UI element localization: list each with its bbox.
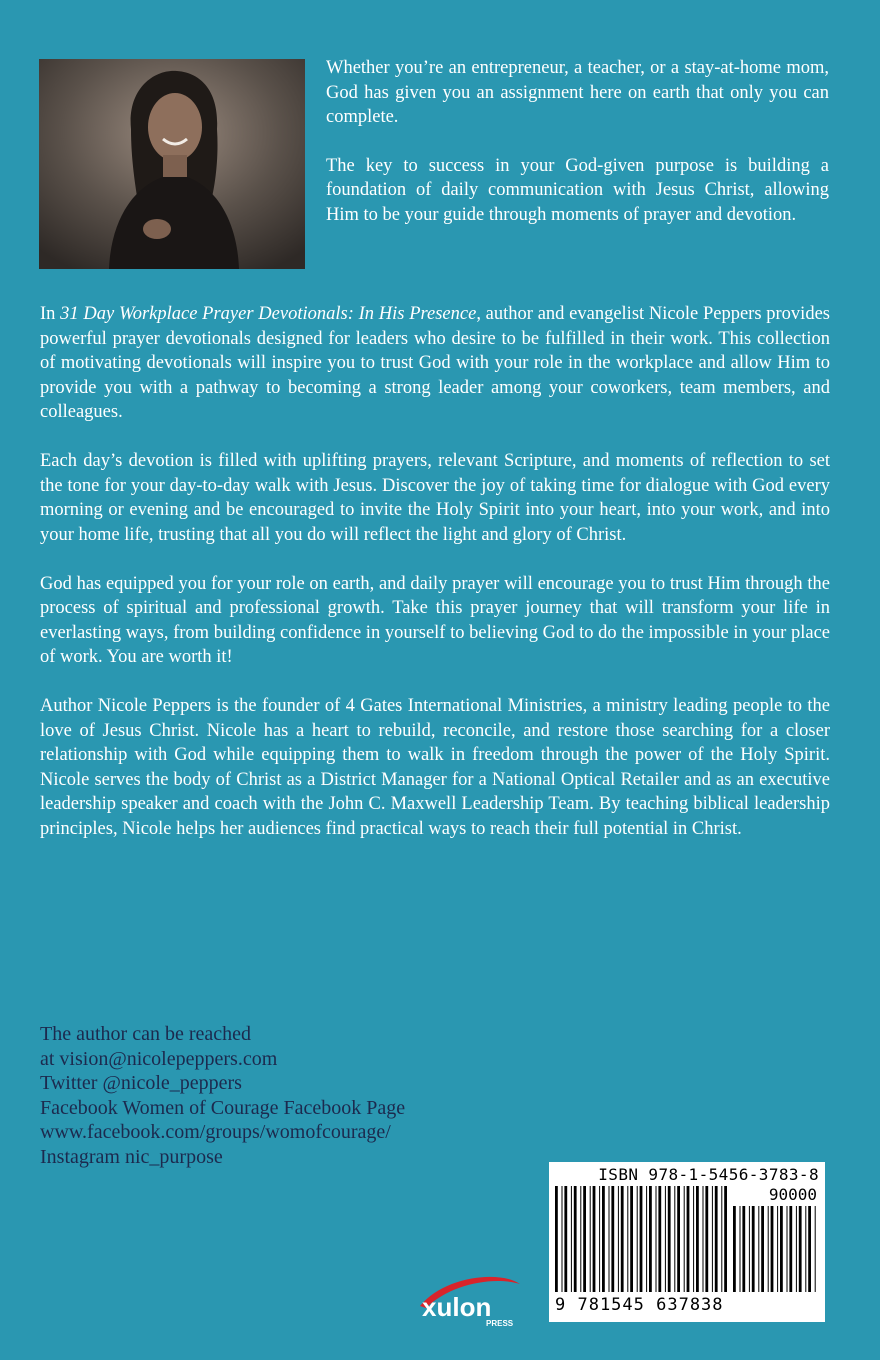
barcode-bar: [787, 1206, 788, 1292]
barcode-bar: [721, 1186, 722, 1292]
barcode-bar: [733, 1206, 736, 1292]
barcode-digits: 9 781545 637838: [555, 1295, 724, 1315]
contact-instagram: Instagram nic_purpose: [40, 1145, 223, 1168]
barcode-bar: [768, 1206, 769, 1292]
barcode-bar: [777, 1206, 778, 1292]
price-barcode-bars: [733, 1206, 817, 1292]
barcode-bar: [640, 1186, 643, 1292]
price-code: 90000: [768, 1185, 817, 1204]
intro-paragraph-2: The key to success in your God-given purpose is building a foundation of daily communication with Jesus Christ, allowing Him to be your guide through moments of prayer and devotion.: [326, 155, 829, 225]
barcode-bar: [687, 1186, 690, 1292]
barcode-bar: [571, 1186, 572, 1292]
intro-text: [326, 56, 829, 251]
barcode-bar: [684, 1186, 685, 1292]
barcode-bar: [789, 1206, 792, 1292]
barcode-bar: [740, 1206, 741, 1292]
barcode-bar: [656, 1186, 657, 1292]
barcode-bar: [593, 1186, 596, 1292]
barcode-bar: [555, 1186, 558, 1292]
description-paragraph-3: God has equipped you for your role on earth, and daily prayer will encourage you to trust Him through the process of spiritual and professional growth. Take this prayer journey that will transform your life in everlasting ways, from building confidence in yourself to believing God to do the impossible in your place of work. You are worth it!: [40, 573, 830, 667]
intro-paragraph-1: Whether you’re an entrepreneur, a teacher, or a stay-at-home mom, God has given you an assignment here on earth that only you can complete.: [326, 58, 829, 127]
paragraph-prefix: In: [40, 304, 61, 324]
contact-facebook-url: www.facebook.com/groups/womofcourage/: [40, 1121, 391, 1144]
paragraph-rest: , author and evangelist Nicole Peppers provides powerful prayer devotionals designed for leaders who desire to be fulfilled in their work. This collection of motivating devotionals will inspire you to trust God with your role in the workplace and allow Him to provide you with a pathway to becoming a strong leader among your coworkers, team members, and colleagues.: [40, 304, 830, 422]
barcode-bar: [630, 1186, 633, 1292]
isbn-barcode: [549, 1162, 825, 1322]
barcode-bar: [761, 1206, 764, 1292]
book-title: 31 Day Workplace Prayer Devotionals: In His Presence: [60, 304, 477, 324]
barcode-bar: [574, 1186, 577, 1292]
logo-wordmark: xulon: [422, 1292, 492, 1322]
barcode-bar: [771, 1206, 774, 1292]
barcode-bar: [815, 1206, 816, 1292]
contact-email: at vision@nicolepeppers.com: [40, 1047, 278, 1070]
description-text: [40, 302, 830, 866]
barcode-bar: [562, 1186, 563, 1292]
contact-facebook-page: Facebook Women of Courage Facebook Page: [40, 1096, 406, 1119]
barcode-bar: [799, 1206, 802, 1292]
author-photo: [39, 59, 305, 269]
barcode-bar: [646, 1186, 647, 1292]
barcode-bar: [693, 1186, 694, 1292]
barcode-bars: [555, 1186, 729, 1292]
barcode-bar: [749, 1206, 750, 1292]
barcode-bar: [705, 1186, 708, 1292]
barcode-bar: [611, 1186, 614, 1292]
barcode-bar: [583, 1186, 586, 1292]
barcode-bar: [742, 1206, 745, 1292]
barcode-bar: [796, 1206, 797, 1292]
xulon-press-logo: [414, 1272, 526, 1328]
barcode-bar: [580, 1186, 581, 1292]
contact-twitter: Twitter @nicole_peppers: [40, 1072, 242, 1095]
barcode-bar: [668, 1186, 671, 1292]
barcode-bar: [805, 1206, 806, 1292]
barcode-bar: [780, 1206, 783, 1292]
barcode-bar: [665, 1186, 666, 1292]
barcode-bar: [712, 1186, 713, 1292]
description-paragraph-1: [40, 302, 830, 425]
barcode-bar: [752, 1206, 755, 1292]
barcode-bar: [599, 1186, 600, 1292]
barcode-bar: [808, 1206, 811, 1292]
barcode-bar: [618, 1186, 619, 1292]
barcode-bar: [627, 1186, 628, 1292]
logo-subtext: PRESS: [486, 1319, 514, 1328]
barcode-bar: [674, 1186, 675, 1292]
barcode-bar: [658, 1186, 661, 1292]
barcode-bar: [590, 1186, 591, 1292]
barcode-bar: [758, 1206, 759, 1292]
barcode-bar: [677, 1186, 680, 1292]
description-paragraph-2: Each day’s devotion is filled with uplifting prayers, relevant Scripture, and moments of reflection to set the tone for your day-to-day walk with Jesus. Discover the joy of taking time for dialogue with God every morning or evening and be encouraged to invite the Holy Spirit into your heart, into your work, and into your home life, trusting that all you do will reflect the light and glory of Christ.: [40, 451, 830, 545]
isbn-label: ISBN 978-1-5456-3783-8: [598, 1165, 819, 1184]
barcode-bar: [703, 1186, 704, 1292]
author-bio-paragraph: Author Nicole Peppers is the founder of 4 Gates International Ministries, a ministry leading people to the love of Jesus Christ. Nicole has a heart to rebuild, reconcile, and restore those searching for a closer relationship with God while equipping them to walk in freedom through the power of the Holy Spirit. Nicole serves the body of Christ as a District Manager for a National Optical Retailer and as an executive leadership speaker and coach with the John C. Maxwell Leadership Team. By teaching biblical leadership principles, Nicole helps her audiences find practical ways to reach their full potential in Christ.: [40, 696, 830, 839]
barcode-bar: [649, 1186, 652, 1292]
barcode-bar: [602, 1186, 605, 1292]
barcode-bar: [609, 1186, 610, 1292]
barcode-bar: [564, 1186, 567, 1292]
barcode-bar: [696, 1186, 699, 1292]
author-portrait-image: [39, 59, 305, 269]
contact-heading: The author can be reached: [40, 1023, 251, 1045]
author-contact: [40, 1022, 560, 1170]
barcode-bar: [724, 1186, 727, 1292]
barcode-bar: [637, 1186, 638, 1292]
barcode-bar: [715, 1186, 718, 1292]
barcode-bar: [621, 1186, 624, 1292]
